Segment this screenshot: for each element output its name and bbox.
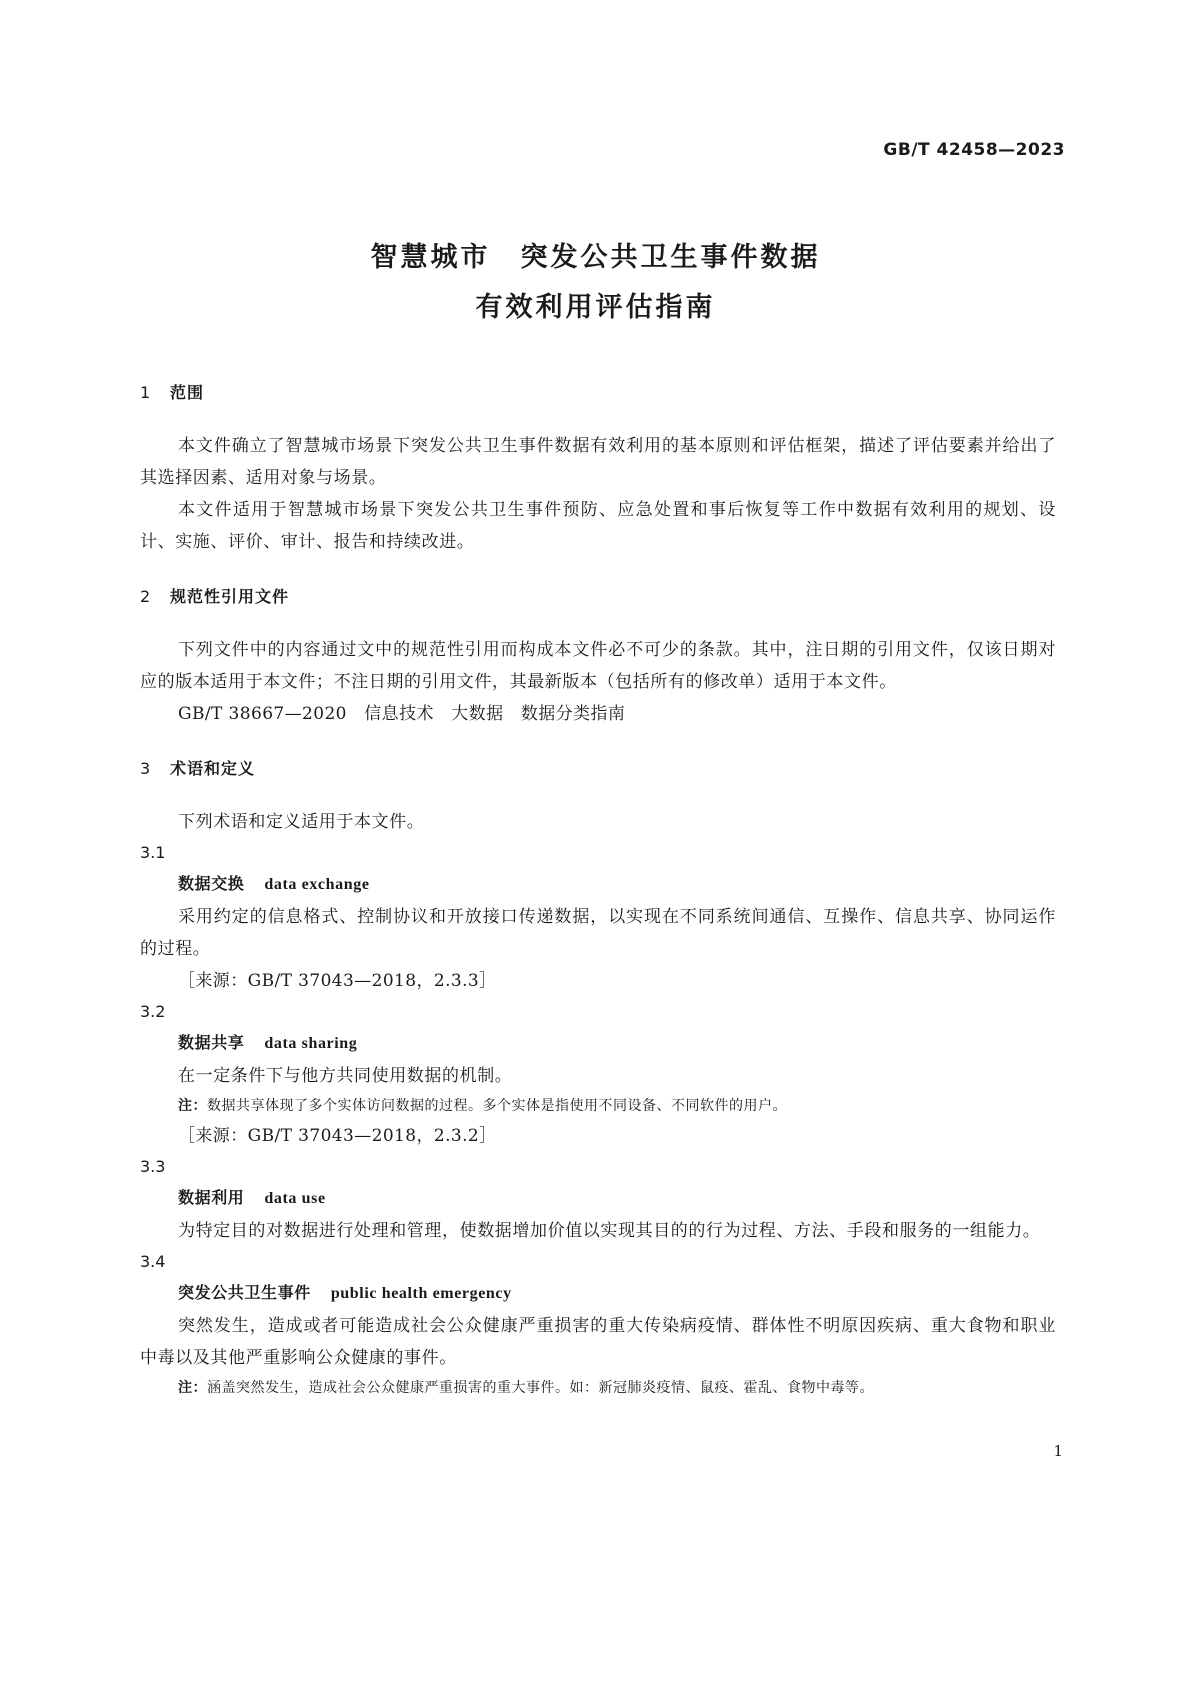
section-2-heading <box>140 584 1056 610</box>
term-heading <box>140 868 1056 901</box>
term-en: data exchange <box>264 876 370 893</box>
term-number: 3.4 <box>140 1252 166 1271</box>
section-title: 术语和定义 <box>170 759 256 778</box>
document-body <box>140 380 1056 1402</box>
section-number: 1 <box>140 383 152 402</box>
term-note <box>140 1092 1056 1120</box>
normative-reference: GB/T 38667—2020 信息技术 大数据 数据分类指南 <box>178 704 626 724</box>
term-en: data sharing <box>264 1035 358 1052</box>
section-title: 范围 <box>170 383 205 402</box>
section-number: 2 <box>140 587 152 606</box>
term-en: public health emergency <box>330 1285 512 1302</box>
term-number: 3.1 <box>140 843 166 862</box>
note-label: 注： <box>178 1380 207 1396</box>
term-source: ［来源：GB/T 37043—2018，2.3.3］ <box>178 971 497 991</box>
page-number: 1 <box>1053 1442 1063 1460</box>
document-title <box>0 233 1191 333</box>
term-definition: 在一定条件下与他方共同使用数据的机制。 <box>178 1066 513 1086</box>
term-zh: 突发公共卫生事件 <box>178 1283 311 1302</box>
title-line-2: 有效利用评估指南 <box>475 292 716 323</box>
term-zh: 数据交换 <box>178 874 245 893</box>
paragraph: 下列文件中的内容通过文中的规范性引用而构成本文件必不可少的条款。其中，注日期的引用文件，仅该日期对应的版本适用于本文件；不注日期的引用文件，其最新版本（包括所有的修改单）适用于本文件。 <box>140 640 1056 692</box>
term-number: 3.2 <box>140 1002 166 1021</box>
paragraph: 下列术语和定义适用于本文件。 <box>178 812 425 832</box>
note-text: 涵盖突然发生，造成社会公众健康严重损害的重大事件。如：新冠肺炎疫情、鼠疫、霍乱、食物中毒等。 <box>207 1380 874 1396</box>
document-code: GB/T 42458—2023 <box>883 140 1065 160</box>
term-number: 3.3 <box>140 1157 166 1176</box>
section-1-heading <box>140 380 1056 406</box>
term-en: data use <box>264 1190 326 1207</box>
paragraph: 本文件确立了智慧城市场景下突发公共卫生事件数据有效利用的基本原则和评估框架，描述了评估要素并给出了其选择因素、适用对象与场景。 <box>140 436 1056 488</box>
section-3-heading <box>140 756 1056 782</box>
term-definition: 突然发生，造成或者可能造成社会公众健康严重损害的重大传染病疫情、群体性不明原因疾病、重大食物和职业中毒以及其他严重影响公众健康的事件。 <box>140 1316 1056 1368</box>
note-label: 注： <box>178 1098 207 1114</box>
term-zh: 数据利用 <box>178 1188 245 1207</box>
term-definition: 为特定目的对数据进行处理和管理，使数据增加价值以实现其目的的行为过程、方法、手段和服务的一组能力。 <box>178 1221 1041 1241</box>
section-title: 规范性引用文件 <box>170 587 290 606</box>
section-number: 3 <box>140 759 152 778</box>
term-heading <box>140 1277 1056 1310</box>
paragraph: 本文件适用于智慧城市场景下突发公共卫生事件预防、应急处置和事后恢复等工作中数据有效利用的规划、设计、实施、评价、审计、报告和持续改进。 <box>140 500 1056 552</box>
title-line-1: 智慧城市 突发公共卫生事件数据 <box>370 242 821 273</box>
term-source: ［来源：GB/T 37043—2018，2.3.2］ <box>178 1126 497 1146</box>
term-note <box>140 1374 1056 1402</box>
term-heading <box>140 1182 1056 1215</box>
term-heading <box>140 1027 1056 1060</box>
term-zh: 数据共享 <box>178 1033 245 1052</box>
note-text: 数据共享体现了多个实体访问数据的过程。多个实体是指使用不同设备、不同软件的用户。 <box>207 1098 787 1114</box>
term-definition: 采用约定的信息格式、控制协议和开放接口传递数据，以实现在不同系统间通信、互操作、信息共享、协同运作的过程。 <box>140 907 1056 959</box>
